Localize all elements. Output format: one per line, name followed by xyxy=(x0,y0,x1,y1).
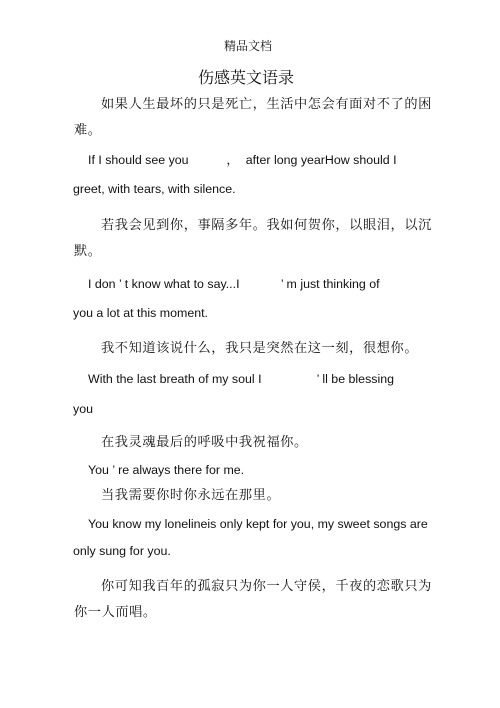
text-line: 默。 xyxy=(74,244,102,259)
text-line: 你一人而唱。 xyxy=(74,605,157,620)
text-line: I don ’ t know what to say...I ’ m just thinking of xyxy=(88,277,380,291)
text-line: You know my lonelineis only kept for you, my sweet songs are xyxy=(88,517,428,531)
document-title: 伤感英文语录 xyxy=(198,68,295,87)
text-line: 在我灵魂最后的呼吸中我祝福你。 xyxy=(101,435,308,450)
text-line: you a lot at this moment. xyxy=(73,306,208,320)
text-line: 难。 xyxy=(74,123,102,138)
text-line: With the last breath of my soul I ’ ll be blessing xyxy=(88,372,394,386)
text-line: 我不知道该说什么，我只是突然在这一刻，很想你。 xyxy=(101,341,419,356)
text-line: If I should see you ， after long yearHow should I xyxy=(88,153,397,167)
text-line: only sung for you. xyxy=(73,544,171,558)
text-line: you xyxy=(73,402,93,416)
page-header: 精品文档 xyxy=(224,39,273,53)
text-line: 如果人生最坏的只是死亡，生活中怎会有面对不了的困 xyxy=(101,97,432,112)
text-line: 若我会见到你，事隔多年。我如何贺你，以眼泪，以沉 xyxy=(101,218,432,233)
text-line: 当我需要你时你永远在那里。 xyxy=(101,488,281,503)
text-line: You ’ re always there for me. xyxy=(88,463,245,477)
text-line: 你可知我百年的孤寂只为你一人守侯，千夜的恋歌只为 xyxy=(101,579,432,594)
text-line: greet, with tears, with silence. xyxy=(73,182,236,196)
